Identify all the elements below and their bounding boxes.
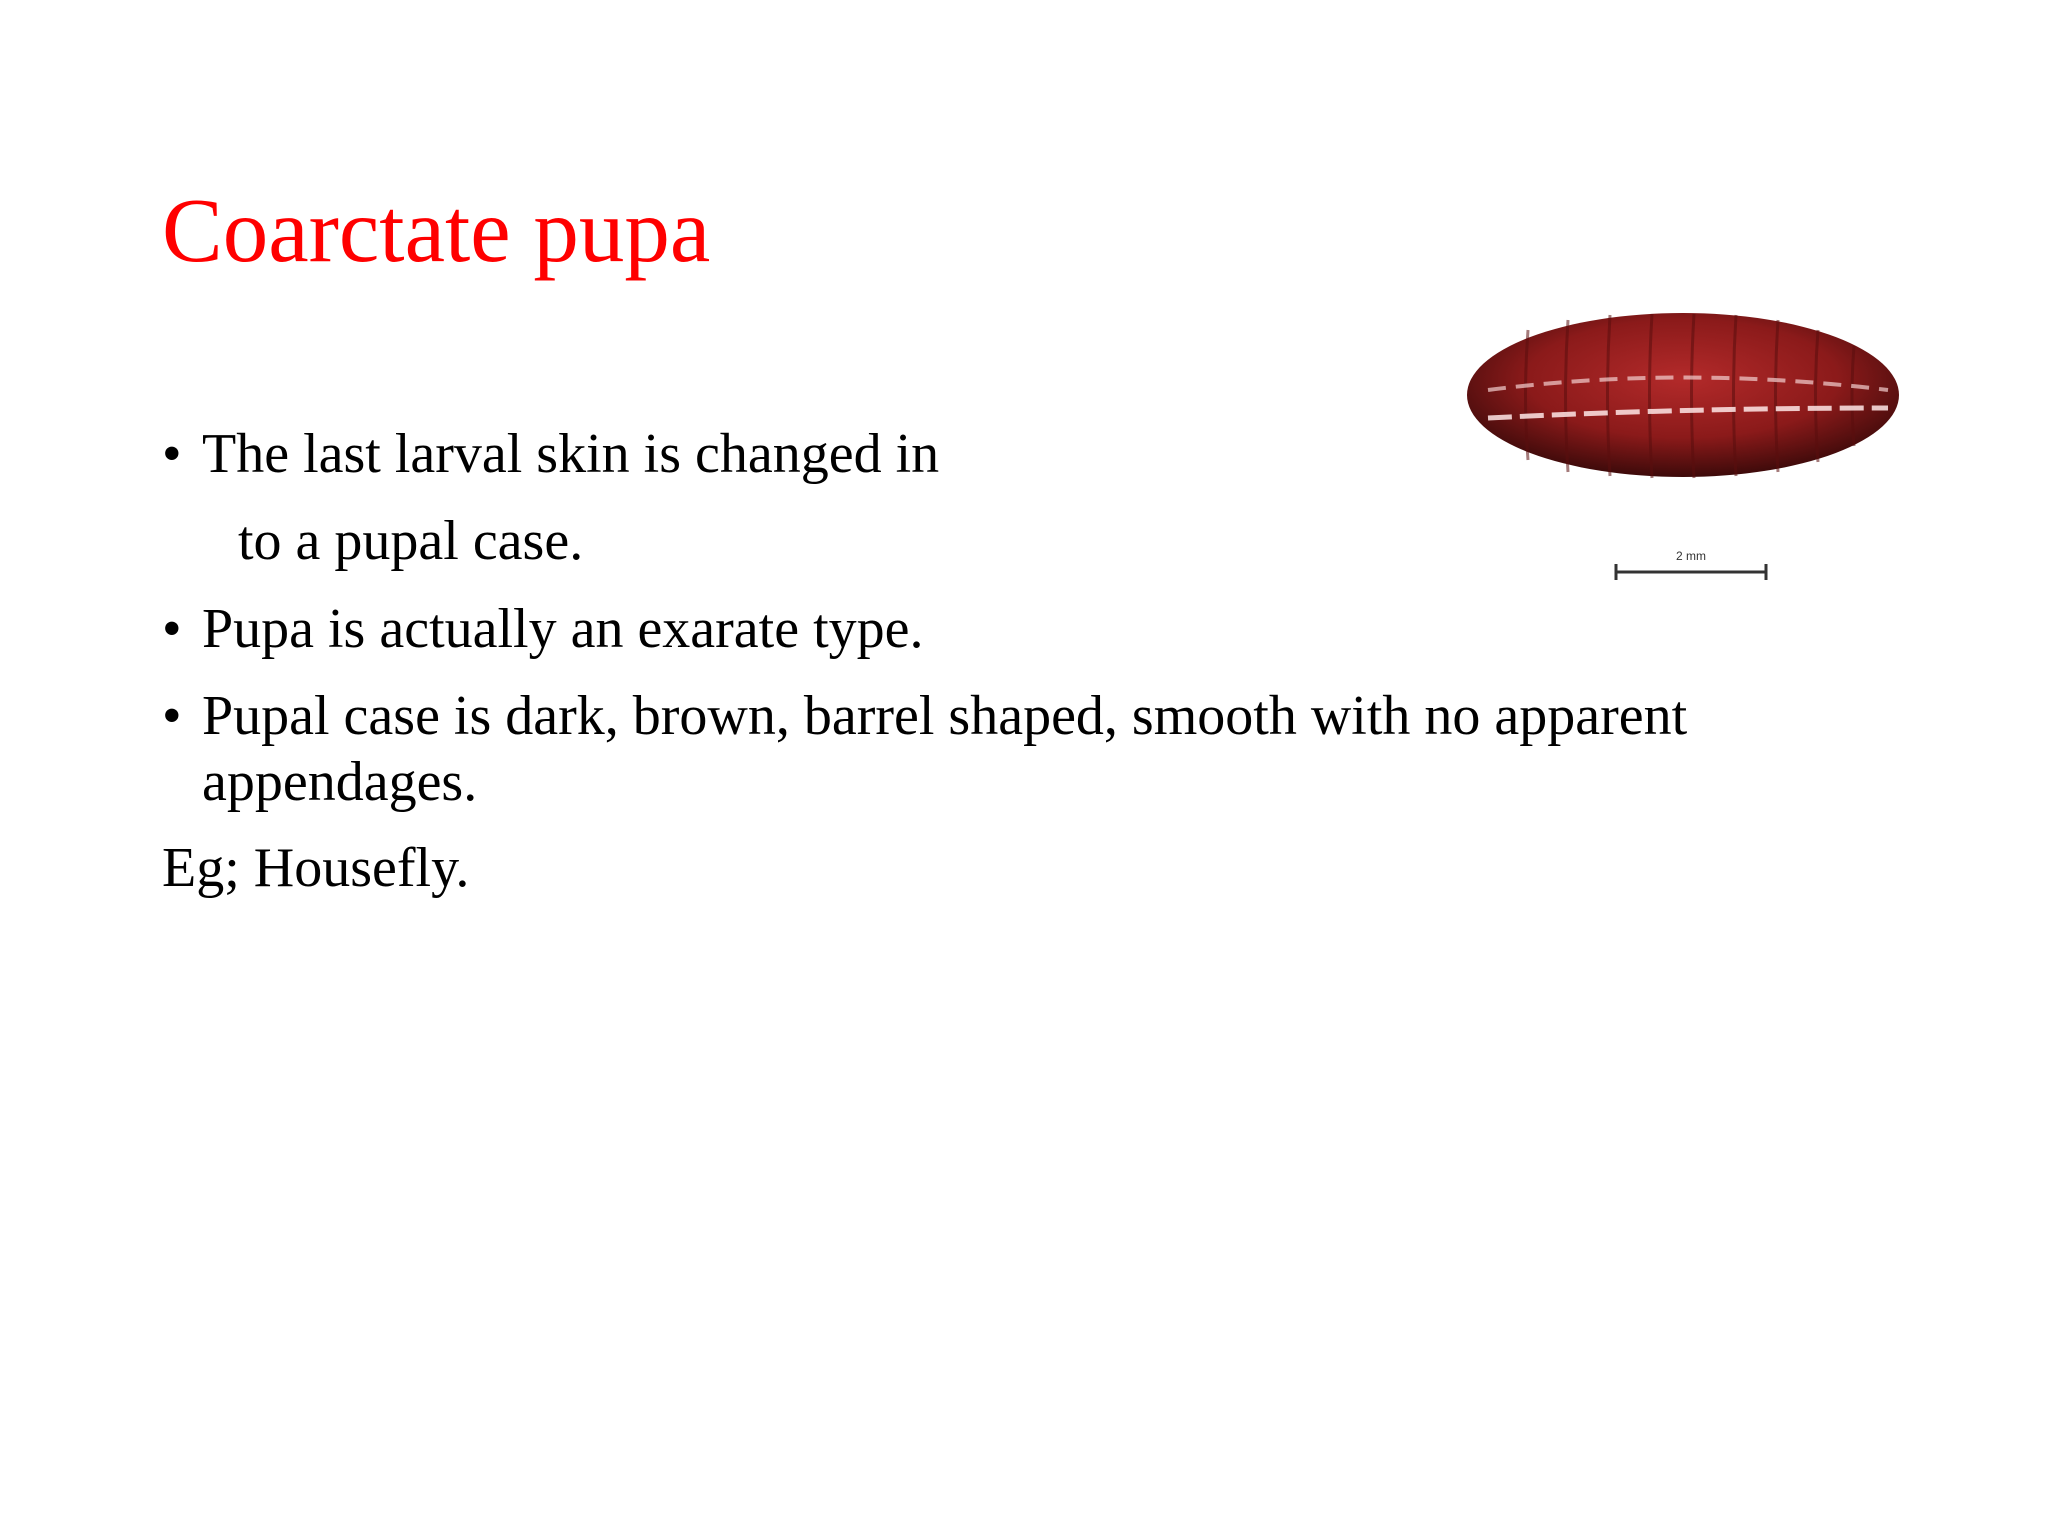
bullet-item-3 — [162, 683, 1687, 749]
bullet-marker: • — [162, 685, 182, 747]
bullet-item-2 — [162, 596, 924, 662]
bullet-text: Pupal case is dark, brown, barrel shaped, smooth with no apparent — [202, 685, 1688, 747]
example-text: Eg; Housefly. — [162, 837, 470, 899]
slide-title: Coarctate pupa — [162, 180, 711, 281]
pupa-body — [1467, 313, 1899, 477]
bullet-continuation: to a pupal case. — [238, 510, 584, 572]
bullet-text: Pupa is actually an exarate type. — [202, 598, 924, 660]
bullet-continuation: appendages. — [202, 751, 478, 813]
scale-bar — [1616, 564, 1766, 580]
bullet-item-1 — [162, 421, 939, 487]
scale-label: 2 mm — [1676, 549, 1706, 563]
bullet-marker: • — [162, 423, 182, 485]
bullet-marker: • — [162, 598, 182, 660]
bullet-text: The last larval skin is changed in — [202, 423, 940, 485]
pupa-photo — [1418, 290, 1948, 630]
